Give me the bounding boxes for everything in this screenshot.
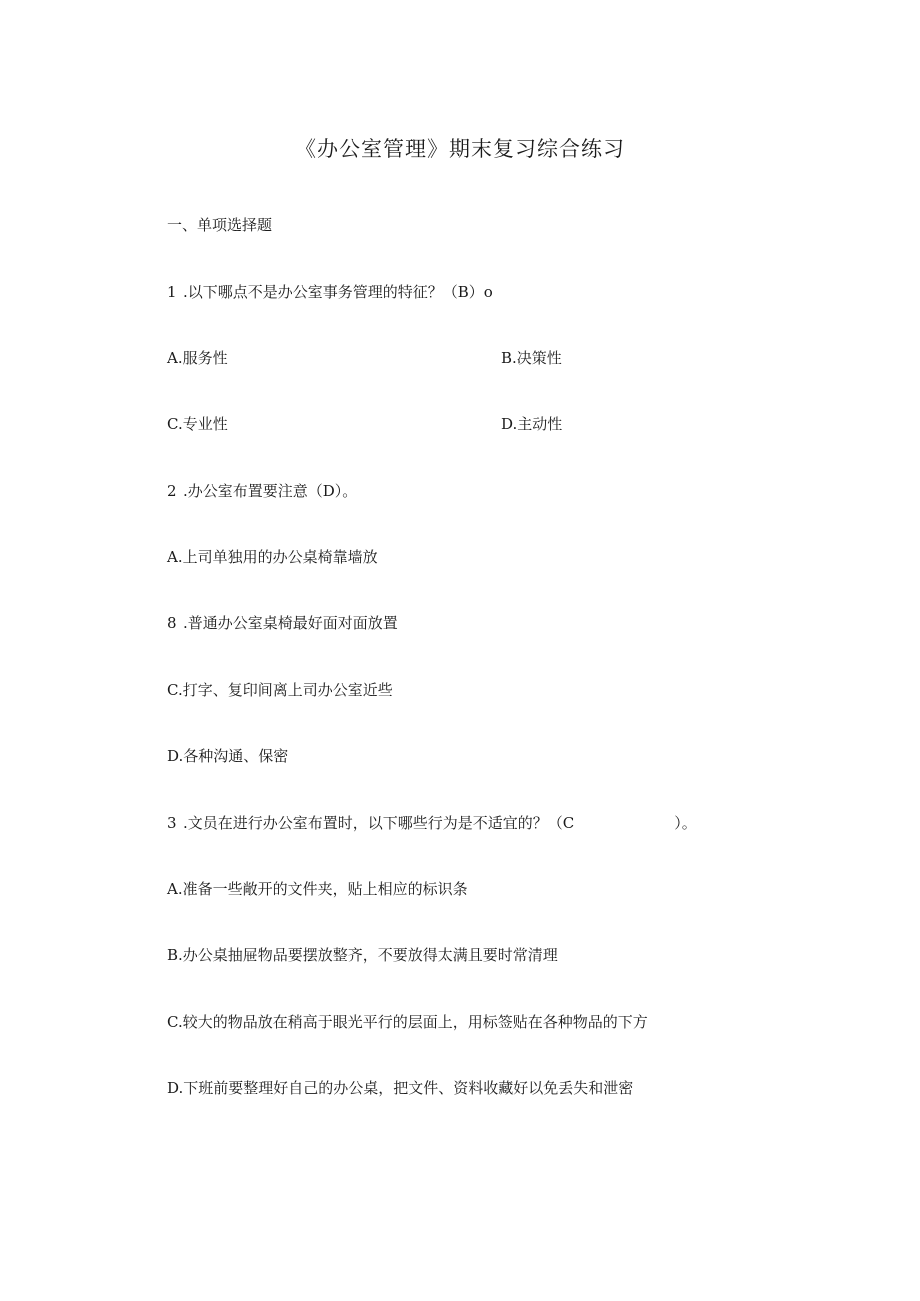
question-3-stem-end: ）。	[674, 814, 697, 832]
question-2	[167, 481, 357, 501]
question-1-option-d: D.主动性	[501, 415, 563, 433]
question-3-option-c: C.较大的物品放在稍高于眼光平行的层面上，用标签贴在各种物品的下方	[167, 1013, 648, 1031]
question-1-option-b: B.决策性	[501, 349, 562, 367]
question-2-option-b-text: .普通办公室桌椅最好面对面放置	[183, 614, 398, 632]
question-2-stem: .办公室布置要注意（D）。	[183, 482, 358, 500]
question-3	[167, 813, 697, 833]
question-1	[167, 282, 493, 302]
document-title: 《办公室管理》期末复习综合练习	[295, 137, 625, 161]
question-2-option-b	[167, 613, 398, 633]
question-3-option-d: D.下班前要整理好自己的办公桌，把文件、资料收藏好以免丢失和泄密	[167, 1079, 634, 1097]
question-2-option-c: C.打字、复印间离上司办公室近些	[167, 681, 393, 699]
section-heading: 一、单项选择题	[167, 216, 273, 234]
question-2-option-b-number: 8	[167, 614, 177, 632]
question-3-option-a: A.准备一些敞开的文件夹，贴上相应的标识条	[167, 880, 468, 898]
question-1-option-a: A.服务性	[167, 349, 228, 367]
question-2-number: 2	[167, 482, 177, 500]
question-1-option-c: C.专业性	[167, 415, 228, 433]
question-3-option-b: B.办公桌抽屉物品要摆放整齐，不要放得太满且要时常清理	[167, 946, 558, 964]
question-2-option-a: A.上司单独用的办公桌椅靠墙放	[167, 548, 378, 566]
question-2-option-d: D.各种沟通、保密	[167, 747, 289, 765]
question-1-number: 1	[167, 283, 177, 301]
question-3-number: 3	[167, 814, 177, 832]
question-3-stem: .文员在进行办公室布置时，以下哪些行为是不适宜的？（C	[183, 814, 575, 832]
question-1-stem: .以下哪点不是办公室事务管理的特征？（B）o	[183, 283, 493, 301]
